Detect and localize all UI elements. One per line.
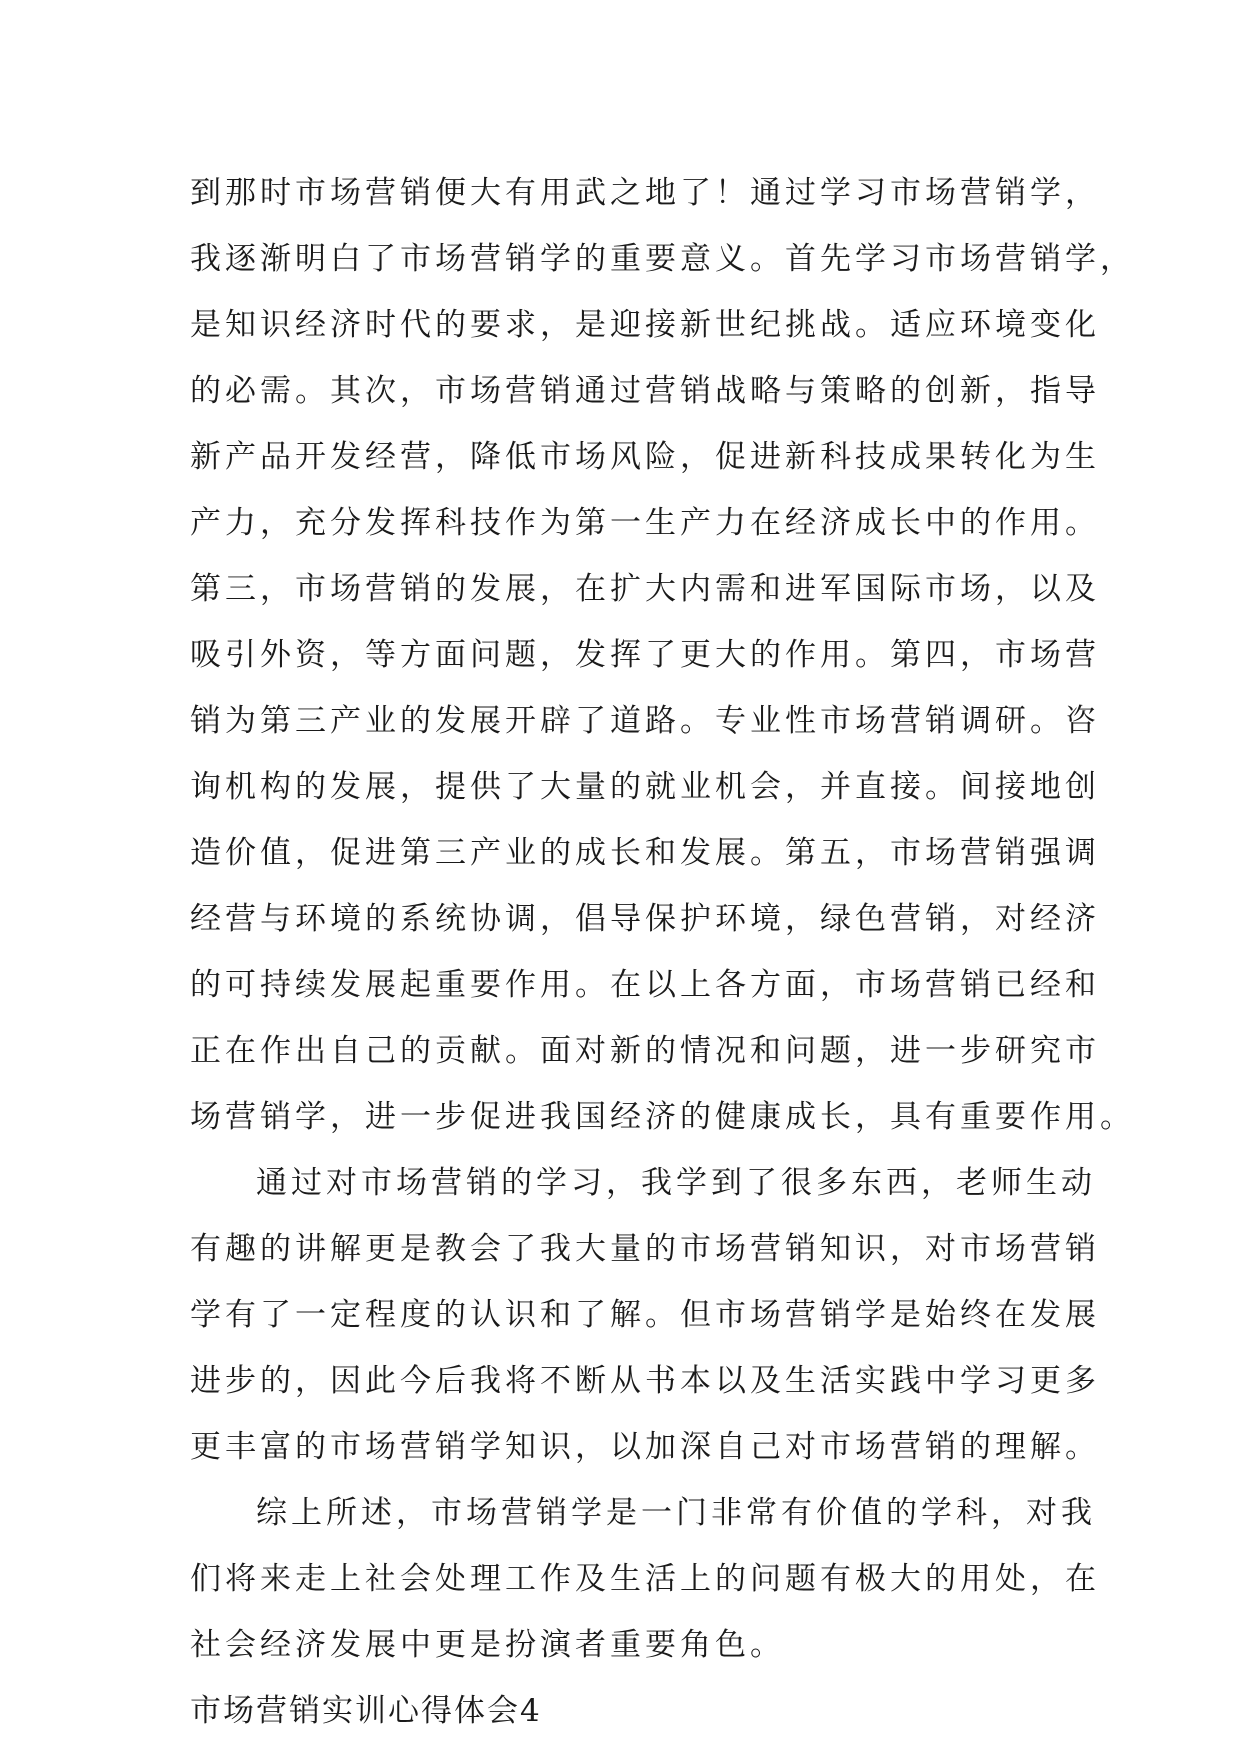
paragraph-1 [190, 160, 1135, 1150]
text-line: 的可持续发展起重要作用。在以上各方面，市场营销已经和 [190, 967, 1100, 1003]
text-line: 的必需。其次，市场营销通过营销战略与策略的创新，指导 [190, 373, 1100, 409]
text-line: 综上所述，市场营销学是一门非常有价值的学科，对我 [256, 1495, 1096, 1531]
text-line: 造价值，促进第三产业的成长和发展。第五，市场营销强调 [190, 835, 1100, 871]
text-line: 吸引外资，等方面问题，发挥了更大的作用。第四，市场营 [190, 637, 1100, 673]
text-line: 询机构的发展，提供了大量的就业机会，并直接。间接地创 [190, 769, 1100, 805]
text-line: 们将来走上社会处理工作及生活上的问题有极大的用处，在 [190, 1561, 1100, 1597]
text-line: 新产品开发经营，降低市场风险，促进新科技成果转化为生 [190, 439, 1100, 475]
text-line: 通过对市场营销的学习，我学到了很多东西，老师生动 [256, 1165, 1096, 1201]
paragraph-2 [190, 1150, 1100, 1480]
text-line: 学有了一定程度的认识和了解。但市场营销学是始终在发展 [190, 1297, 1100, 1333]
text-line: 场营销学，进一步促进我国经济的健康成长，具有重要作用。 [190, 1099, 1135, 1135]
paragraph-3 [190, 1480, 1100, 1678]
text-line: 社会经济发展中更是扮演者重要角色。 [190, 1627, 785, 1663]
text-line: 经营与环境的系统协调，倡导保护环境，绿色营销，对经济 [190, 901, 1100, 937]
text-line: 是知识经济时代的要求，是迎接新世纪挑战。适应环境变化 [190, 307, 1100, 343]
text-line: 到那时市场营销便大有用武之地了！通过学习市场营销学， [190, 175, 1100, 211]
section-heading: 市场营销实训心得体会4 [190, 1693, 542, 1729]
text-line: 销为第三产业的发展开辟了道路。专业性市场营销调研。咨 [190, 703, 1100, 739]
text-line: 产力，充分发挥科技作为第一生产力在经济成长中的作用。 [190, 505, 1100, 541]
text-line: 更丰富的市场营销学知识，以加深自己对市场营销的理解。 [190, 1429, 1100, 1465]
text-line: 有趣的讲解更是教会了我大量的市场营销知识，对市场营销 [190, 1231, 1100, 1267]
text-line: 正在作出自己的贡献。面对新的情况和问题，进一步研究市 [190, 1033, 1100, 1069]
document-body [190, 160, 1135, 1744]
text-line: 第三，市场营销的发展，在扩大内需和进军国际市场，以及 [190, 571, 1100, 607]
text-line: 我逐渐明白了市场营销学的重要意义。首先学习市场营销学， [190, 241, 1135, 277]
text-line: 进步的，因此今后我将不断从书本以及生活实践中学习更多 [190, 1363, 1100, 1399]
